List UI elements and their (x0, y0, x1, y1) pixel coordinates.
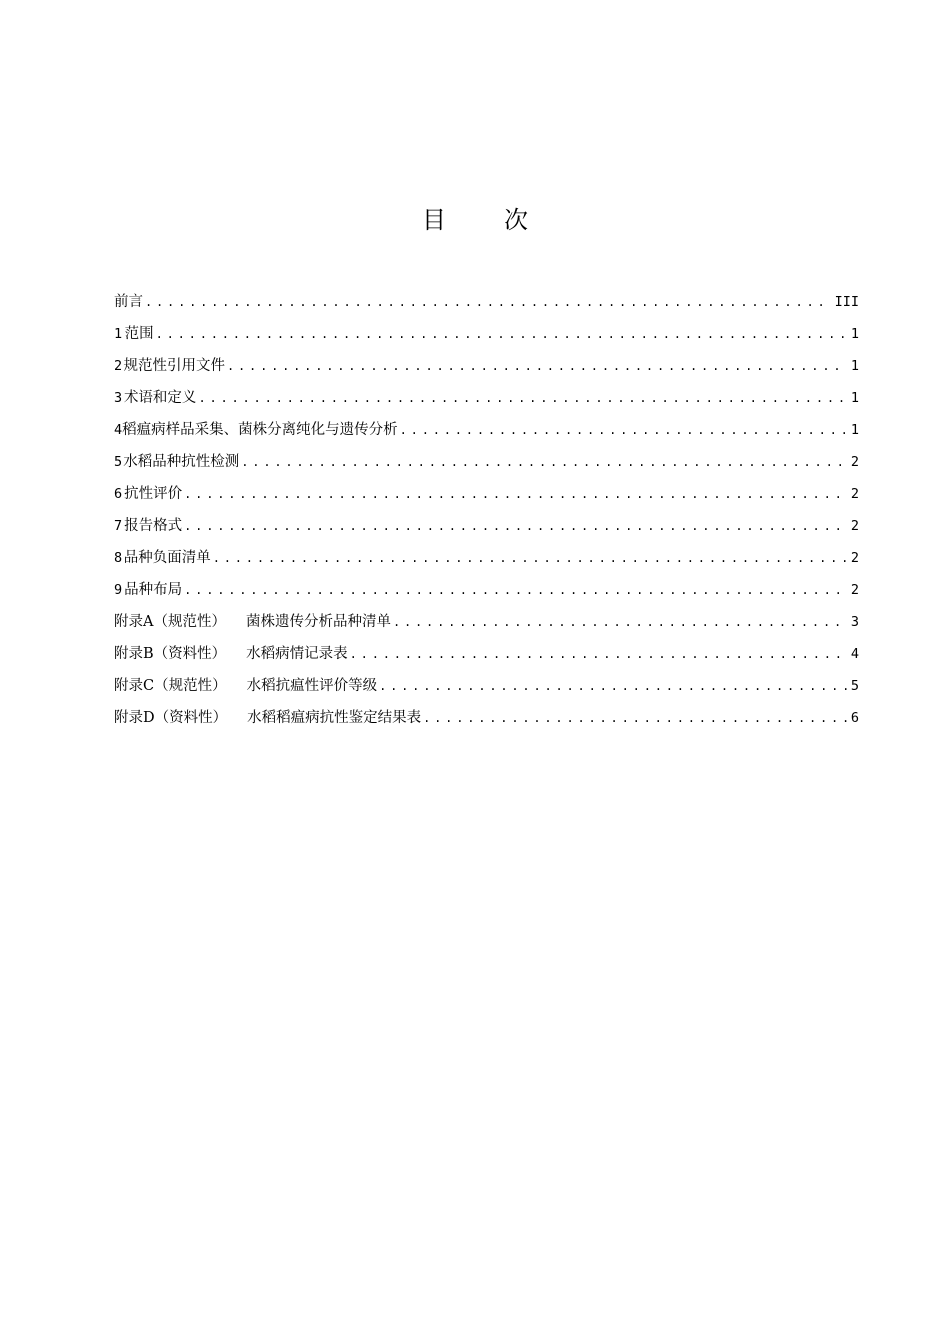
toc-entry-9[interactable] (114, 574, 859, 606)
toc-page-number: 2 (850, 550, 859, 566)
toc-page-number: 1 (850, 326, 859, 342)
toc-leader-dots (350, 638, 847, 670)
toc-page-number: 3 (850, 614, 859, 630)
toc-entry-number: 4 (114, 422, 123, 438)
toc-entry-label: 稻瘟病样品采集、菌株分离纯化与遗传分析 (122, 422, 398, 438)
toc-appendix-a[interactable] (114, 606, 859, 638)
toc-leader-dots (393, 606, 847, 638)
toc-entry-label: 前言 (114, 294, 143, 310)
toc-entry-number: 7 (114, 518, 123, 534)
toc-entry-number: 8 (114, 550, 123, 566)
appendix-title: 水稻抗瘟性评价等级 (246, 678, 378, 694)
toc-appendix-b[interactable] (114, 638, 859, 670)
toc-entry-8[interactable] (114, 542, 859, 574)
toc-appendix-label (114, 670, 377, 702)
toc-leader-dots (184, 478, 847, 510)
toc-entry-number: 9 (114, 582, 123, 598)
appendix-prefix: 附录B（资料性） (114, 646, 227, 662)
toc-page-number: 2 (850, 486, 859, 502)
toc-entry-label: 品种负面清单 (123, 550, 211, 566)
toc-entry-6[interactable] (114, 478, 859, 510)
toc-page-number: 2 (850, 582, 859, 598)
toc-page-number: 4 (850, 646, 859, 662)
toc-leader-dots (379, 670, 847, 702)
toc-entry-1[interactable] (114, 318, 859, 350)
toc-appendix-label (114, 702, 421, 734)
toc-leader-dots (227, 350, 847, 382)
toc-entry-label: 范围 (124, 326, 154, 342)
toc-page-number: 6 (850, 710, 859, 726)
toc-leader-dots (156, 318, 847, 350)
toc-entry-2[interactable] (114, 350, 859, 382)
toc-page-number: III (834, 294, 859, 310)
toc-entry-number: 1 (114, 326, 123, 342)
appendix-title: 水稻病情记录表 (246, 646, 348, 662)
page-title (0, 200, 950, 235)
toc-leader-dots (241, 446, 847, 478)
toc-appendix-d[interactable] (114, 702, 859, 734)
toc-appendix-c[interactable] (114, 670, 859, 702)
appendix-title: 水稻稻瘟病抗性鉴定结果表 (247, 710, 422, 726)
title-char-2: 次 (504, 206, 528, 234)
toc-entry-label: 报告格式 (124, 518, 183, 534)
toc-leader-dots (145, 286, 831, 318)
toc-entry-5[interactable] (114, 446, 859, 478)
title-char-1: 目 (422, 206, 446, 234)
appendix-prefix: 附录C（规范性） (114, 678, 227, 694)
toc-entry-number: 5 (114, 454, 123, 470)
toc-entry-label: 规范性引用文件 (123, 358, 225, 374)
toc-entry-4[interactable] (114, 414, 859, 446)
toc-appendix-label (114, 638, 348, 670)
toc-entry-label: 水稻品种抗性检测 (123, 454, 240, 470)
toc-leader-dots (184, 574, 847, 606)
toc-page-number: 1 (850, 422, 859, 438)
toc-entry-label: 抗性评价 (124, 486, 183, 502)
toc-entry-3[interactable] (114, 382, 859, 414)
toc-entry-label: 品种布局 (124, 582, 183, 598)
toc-entry-7[interactable] (114, 510, 859, 542)
appendix-title: 菌株遗传分析品种清单 (245, 614, 391, 630)
toc-page-number: 5 (850, 678, 859, 694)
toc-entry-number: 3 (114, 390, 123, 406)
appendix-prefix: 附录D（资料性） (114, 710, 228, 726)
toc-page-number: 2 (850, 454, 859, 470)
table-of-contents (114, 286, 859, 734)
toc-leader-dots (400, 414, 847, 446)
toc-entry-label: 术语和定义 (123, 390, 197, 406)
toc-page-number: 1 (850, 358, 859, 374)
appendix-prefix: 附录A（规范性） (114, 614, 226, 630)
toc-page-number: 1 (850, 390, 859, 406)
toc-entry-number: 2 (114, 358, 123, 374)
toc-leader-dots (184, 510, 847, 542)
toc-entry-number: 6 (114, 486, 123, 502)
toc-leader-dots (198, 382, 846, 414)
toc-entry-foreword[interactable] (114, 286, 859, 318)
toc-leader-dots (423, 702, 847, 734)
toc-leader-dots (213, 542, 847, 574)
toc-page-number: 2 (850, 518, 859, 534)
toc-appendix-label (114, 606, 391, 638)
